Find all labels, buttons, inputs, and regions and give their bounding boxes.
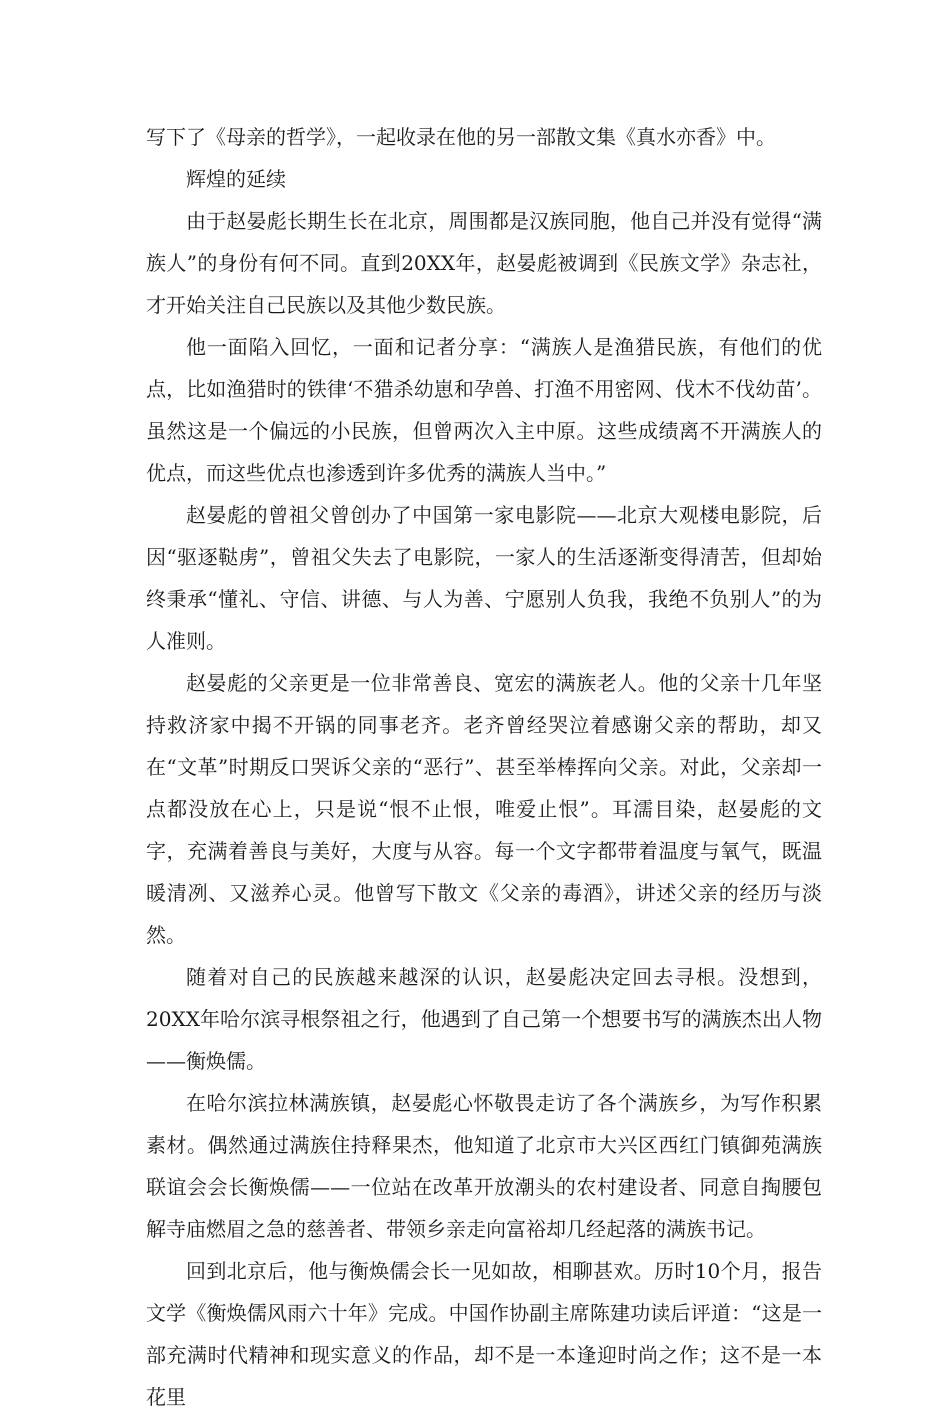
- paragraph: 回到北京后，他与衡焕儒会长一见如故，相聊甚欢。历时10个月，报告文学《衡焕儒风雨六十年》完成。中国作协副主席陈建功读后评道：“这是一部充满时代精神和现实意义的作品，却不是一本逢迎时尚之作；这不是一本花里: [146, 1259, 822, 1409]
- paragraph: 在哈尔滨拉林满族镇，赵晏彪心怀敬畏走访了各个满族乡，为写作积累素材。偶然通过满族住持释果杰，他知道了北京市大兴区西红门镇御苑满族联谊会会长衡焕儒——一位站在改革开放潮头的农村建设者、同意自掏腰包解寺庙燃眉之急的慈善者、带领乡亲走向富裕却几经起落的满族书记。: [146, 1091, 822, 1241]
- paragraph: 赵晏彪的曾祖父曾创办了中国第一家电影院——北京大观楼电影院，后因“驱逐鞑虏”，曾祖父失去了电影院，一家人的生活逐渐变得清苦，但却始终秉承“懂礼、守信、讲德、与人为善、宁愿别人负我，我绝不负别人”的为人准则。: [146, 503, 822, 653]
- paragraph-continued: 写下了《母亲的哲学》，一起收录在他的另一部散文集《真水亦香》中。: [146, 125, 776, 149]
- paragraph: 随着对自己的民族越来越深的认识，赵晏彪决定回去寻根。没想到，20XX年哈尔滨寻根祭祖之行，他遇到了自己第一个想要书写的满族杰出人物——衡焕儒。: [146, 965, 822, 1073]
- paragraph: 赵晏彪的父亲更是一位非常善良、宽宏的满族老人。他的父亲十几年坚持救济家中揭不开锅的同事老齐。老齐曾经哭泣着感谢父亲的帮助，却又在“文革”时期反口哭诉父亲的“恶行”、甚至举棒挥向父亲。对此，父亲却一点都没放在心上，只是说“恨不止恨，唯爱止恨”。耳濡目染，赵晏彪的文字，充满着善良与美好，大度与从容。每一个文字都带着温度与氧气，既温暖清冽、又滋养心灵。他曾写下散文《父亲的毒酒》，讲述父亲的经历与淡然。: [146, 671, 822, 947]
- paragraph: 他一面陷入回忆，一面和记者分享：“满族人是渔猎民族，有他们的优点，比如渔猎时的铁律‘不猎杀幼崽和孕兽、打渔不用密网、伐木不伐幼苗’。虽然这是一个偏远的小民族，但曾两次入主中原。这些成绩离不开满族人的优点，而这些优点也渗透到许多优秀的满族人当中。”: [146, 335, 822, 485]
- paragraph: 由于赵晏彪长期生长在北京，周围都是汉族同胞，他自己并没有觉得“满族人”的身份有何不同。直到20XX年，赵晏彪被调到《民族文学》杂志社，才开始关注自己民族以及其他少数民族。: [146, 209, 822, 317]
- article-body: [146, 116, 822, 1418]
- section-heading: 辉煌的延续: [186, 167, 286, 191]
